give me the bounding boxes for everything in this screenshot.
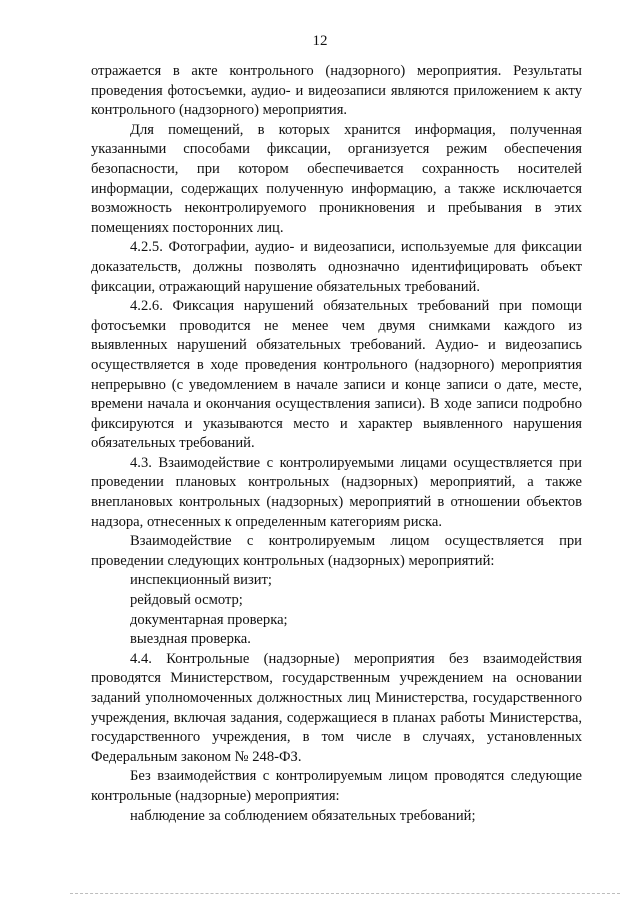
paragraph-storage-security: Для помещений, в которых хранится информация, полученная указанными способами фиксации, организуется режим обеспечения безопасности, при котором обеспечивается сохранность носителей информации, содержащих полученную информацию, а также исключается возможность неконтролируемого проникновения и пребывания в этих помещениях посторонних лиц. xyxy=(91,121,582,236)
paragraph-4-3: 4.3. Взаимодействие с контролируемыми лицами осуществляется при проведении плановых контрольных (надзорных) мероприятий, а также внеплановых контрольных (надзорных) мероприятий в отношении объектов надзора, отнесенных к определенным категориям риска. xyxy=(91,454,582,530)
paragraph-interaction-list-intro: Взаимодействие с контролируемым лицом осуществляется при проведении следующих контрольных (надзорных) мероприятий: xyxy=(91,533,582,569)
list-item: наблюдение за соблюдением обязательных требований; xyxy=(130,807,476,824)
paragraph-no-interaction-list-intro: Без взаимодействия с контролируемым лицом проводятся следующие контрольные (надзорные) мероприятия: xyxy=(91,768,582,804)
paragraph-4-2-6: 4.2.6. Фиксация нарушений обязательных требований при помощи фотосъемки проводится не менее чем двумя снимками каждого из выявленных нарушений обязательных требований. Аудио- и видеозапись осуществляется в ходе проведения контрольного (надзорного) мероприятия непрерывно (с уведомлением в начале записи и конце записи о дате, месте, времени начала и окончания осуществления записи). В ходе записи подробно фиксируются и указываются место и характер выявленного нарушения обязательных требований. xyxy=(91,298,582,452)
paragraph-4-4: 4.4. Контрольные (надзорные) мероприятия без взаимодействия проводятся Министерством, государственным учреждением на основании заданий уполномоченных должностных лиц Министерства, государственного учреждения, включая задания, содержащиеся в планах работы Министерства, государственного учреждения, в том числе в случаях, установленных Федеральным законом № 248-ФЗ. xyxy=(91,650,582,765)
paragraph-4-2-5: 4.2.5. Фотографии, аудио- и видеозаписи, используемые для фиксации доказательств, должны позволять однозначно идентифицировать объект фиксации, отражающий нарушение обязательных требований. xyxy=(91,239,582,295)
list-item: документарная проверка; xyxy=(130,611,288,628)
list-item: инспекционный визит; xyxy=(130,572,272,589)
scan-bottom-edge xyxy=(70,893,620,894)
paragraph-continuation: отражается в акте контрольного (надзорного) мероприятия. Результаты проведения фотосъемки, аудио- и видеозаписи являются приложением к акту контрольного (надзорного) мероприятия. xyxy=(91,63,582,119)
page-number: 12 xyxy=(312,33,328,49)
document-body xyxy=(91,62,582,826)
list-item: выездная проверка. xyxy=(130,631,251,648)
list-item: рейдовый осмотр; xyxy=(130,592,243,609)
